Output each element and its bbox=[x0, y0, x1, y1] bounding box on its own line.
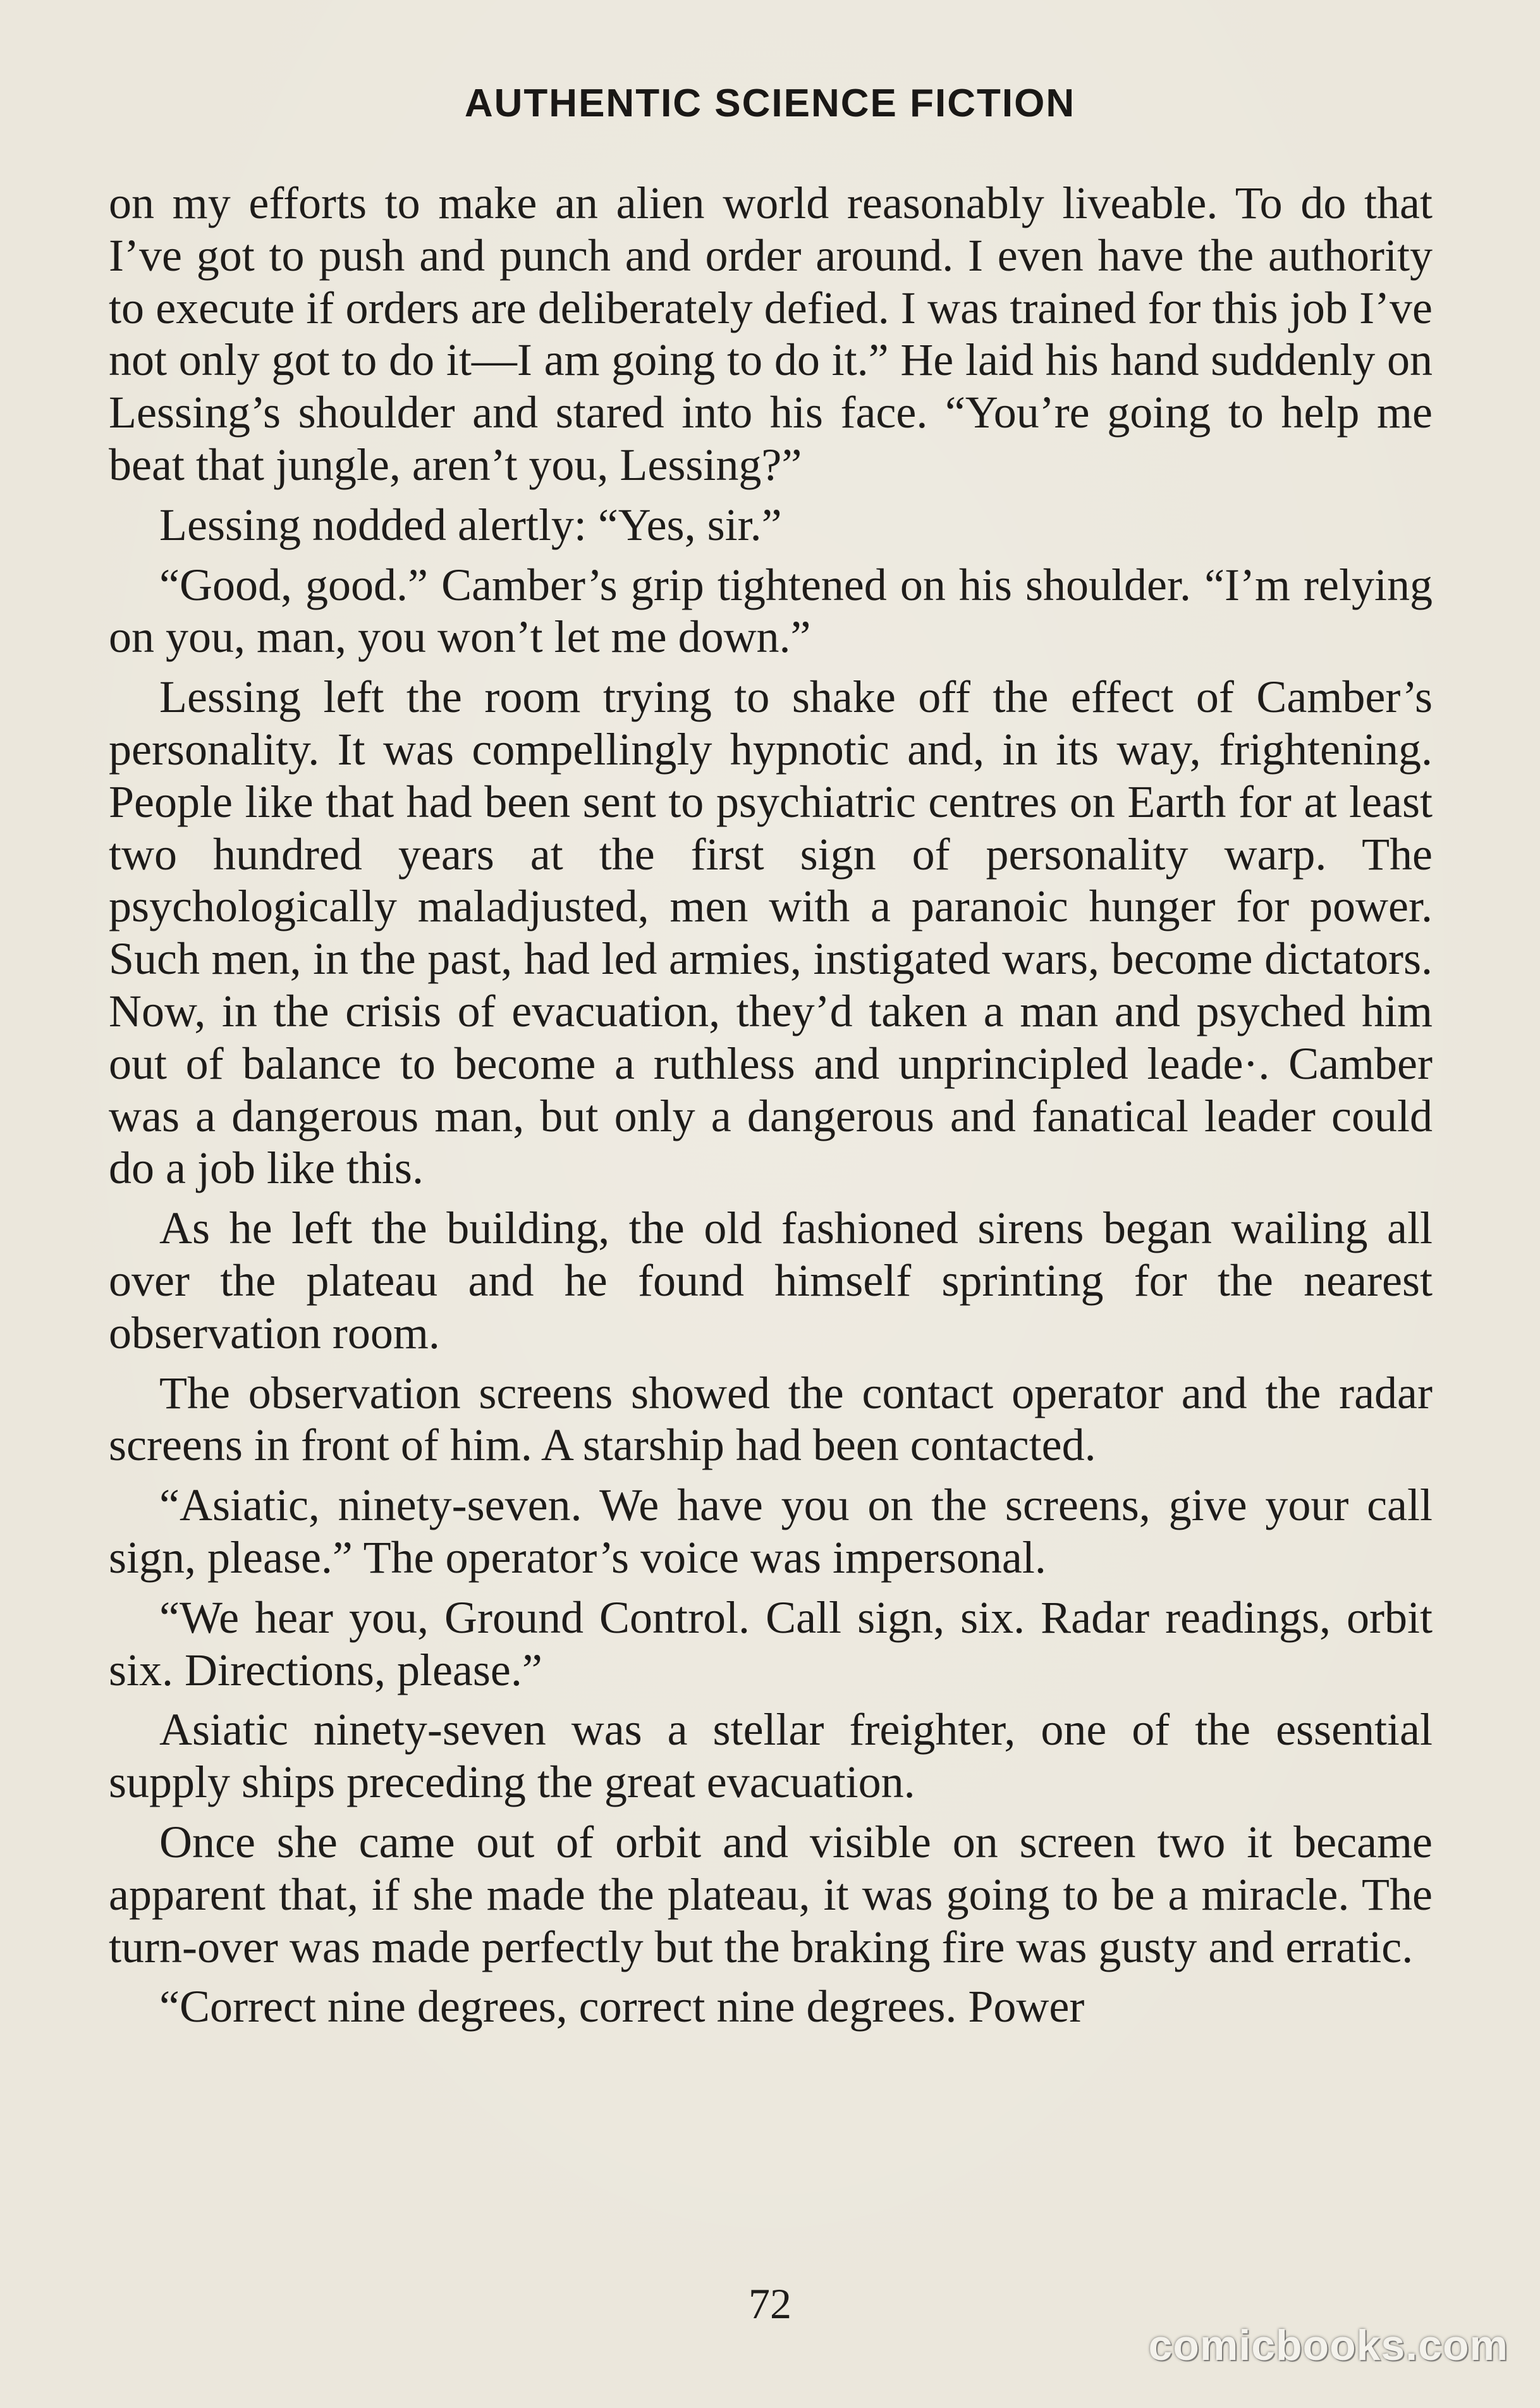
paragraph: Once she came out of orbit and visible on screen two it became apparent that, if she made the plateau, it was going to be a miracle. The turn-over was made perfectly but the braking fire was gusty and erratic. bbox=[109, 1816, 1433, 1972]
body-text bbox=[109, 177, 1433, 2041]
paragraph: Lessing nodded alertly: “Yes, sir.” bbox=[159, 499, 782, 550]
paragraph: “Correct nine degrees, correct nine degrees. Power bbox=[159, 1981, 1085, 2032]
page-number: 72 bbox=[749, 2280, 791, 2328]
paragraph: “Asiatic, ninety-seven. We have you on the screens, give your call sign, please.” The operator’s voice was impersonal. bbox=[109, 1480, 1433, 1583]
running-head: AUTHENTIC SCIENCE FICTION bbox=[464, 82, 1076, 125]
paragraph: “Good, good.” Camber’s grip tightened on his shoulder. “I’m relying on you, man, you won’t let me down.” bbox=[109, 559, 1433, 663]
paragraph: Asiatic ninety-seven was a stellar freighter, one of the essential supply ships preceding the great evacuation. bbox=[109, 1704, 1433, 1808]
paragraph: The observation screens showed the contact operator and the radar screens in front of him. A starship had been contacted. bbox=[109, 1367, 1433, 1471]
paragraph: on my efforts to make an alien world reasonably liveable. To do that I’ve got to push and punch and order around. I even have the authority to execute if orders are deliberately defied. I was trained for this job I’ve not only got to do it—I am going to do it.” He laid his hand suddenly on Lessing’s shoulder and stared into his face. “You’re going to help me beat that jungle, aren’t you, Lessing?” bbox=[109, 178, 1433, 490]
watermark: comicbooks.com bbox=[1148, 2321, 1508, 2369]
paragraph: “We hear you, Ground Control. Call sign, six. Radar readings, orbit six. Directions, please.” bbox=[109, 1592, 1433, 1695]
paragraph: As he left the building, the old fashioned sirens began wailing all over the plateau and he found himself sprinting for the nearest observation room. bbox=[109, 1203, 1433, 1358]
paragraph: Lessing left the room trying to shake off the effect of Camber’s personality. It was compellingly hypnotic and, in its way, frightening. People like that had been sent to psychiatric centres on Earth for at least two hundred years at the first sign of personality warp. The psychologically maladjusted, men with a paranoic hunger for power. Such men, in the past, had led armies, instigated wars, become dictators. Now, in the crisis of evacuation, they’d taken a man and psyched him out of balance to become a ruthless and unprincipled leade·. Camber was a dangerous man, but only a dangerous and fanatical leader could do a job like this. bbox=[109, 672, 1433, 1194]
